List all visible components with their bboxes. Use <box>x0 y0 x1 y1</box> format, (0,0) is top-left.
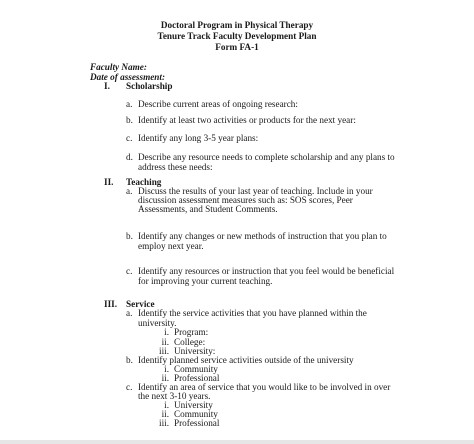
section-numeral-service: III. <box>104 299 118 309</box>
service-item-a-line1: Identify the service activities that you have planned within the <box>138 308 367 318</box>
header-line-plan: Tenure Track Faculty Development Plan <box>157 31 317 41</box>
subitem-marker: iii. <box>159 346 169 356</box>
subitem-marker: i. <box>164 400 169 410</box>
subitem-marker: ii. <box>161 409 169 419</box>
service-b-professional: Professional <box>174 373 220 383</box>
teaching-item-b-line2: employ next year. <box>138 241 204 251</box>
service-a-university: University: <box>174 346 216 356</box>
subitem-marker: ii. <box>161 337 169 347</box>
subitem-marker: i. <box>164 364 169 374</box>
subitem-marker: i. <box>164 327 169 337</box>
subitem-marker: iii. <box>159 418 169 428</box>
page-bottom-divider <box>0 440 474 444</box>
header-line-program: Doctoral Program in Physical Therapy <box>160 20 314 30</box>
service-c-professional: Professional <box>174 418 220 428</box>
item-marker: a. <box>126 186 133 196</box>
scholarship-item-c: Identify any long 3-5 year plans: <box>138 133 259 143</box>
item-marker: b. <box>126 355 133 365</box>
item-marker: a. <box>126 308 133 318</box>
section-numeral-scholarship: I. <box>104 81 110 91</box>
service-a-program: Program: <box>174 327 209 337</box>
teaching-item-a-line1: Discuss the results of your last year of teaching. Include in your <box>138 186 373 196</box>
item-marker: b. <box>126 115 133 125</box>
teaching-item-c-line1: Identify any resources or instruction that you feel would be beneficial <box>138 266 395 276</box>
service-item-b: Identify planned service activities outside of the university <box>138 355 354 365</box>
section-numeral-teaching: II. <box>104 177 114 187</box>
item-marker: c. <box>126 133 133 143</box>
item-marker: c. <box>126 266 133 276</box>
teaching-item-a-line2: discussion assessment measures such as: SOS scores, Peer <box>138 195 353 205</box>
scholarship-item-d-line1: Describe any resource needs to complete scholarship and any plans to <box>138 152 395 162</box>
item-marker: b. <box>126 231 133 241</box>
scholarship-item-d-line2: address these needs: <box>138 162 213 172</box>
subitem-marker: ii. <box>161 373 169 383</box>
item-marker: c. <box>126 382 133 392</box>
service-c-community: Community <box>174 409 218 419</box>
section-title-teaching: Teaching <box>126 177 162 187</box>
item-marker: d. <box>126 152 133 162</box>
service-c-university: University <box>174 400 213 410</box>
section-title-service: Service <box>126 299 155 309</box>
section-title-scholarship: Scholarship <box>126 81 173 91</box>
faculty-name-label: Faculty Name: <box>90 62 147 72</box>
service-item-c-line2: the next 3-10 years. <box>138 391 211 401</box>
header-line-form: Form FA-1 <box>215 42 259 52</box>
item-marker: a. <box>126 99 133 109</box>
teaching-item-c-line2: for improving your current teaching. <box>138 276 273 286</box>
scholarship-item-b: Identify at least two activities or products for the next year: <box>138 115 356 125</box>
service-a-college: College: <box>174 337 206 347</box>
teaching-item-b-line1: Identify any changes or new methods of instruction that you plan to <box>138 231 387 241</box>
teaching-item-a-line3: Assessments, and Student Comments. <box>138 204 278 214</box>
service-item-c-line1: Identify an area of service that you would like to be involved in over <box>138 382 391 392</box>
date-of-assessment-label: Date of assessment: <box>90 72 166 82</box>
scholarship-item-a: Describe current areas of ongoing research: <box>138 99 298 109</box>
service-item-a-line2: university. <box>138 318 177 328</box>
service-b-community: Community <box>174 364 218 374</box>
